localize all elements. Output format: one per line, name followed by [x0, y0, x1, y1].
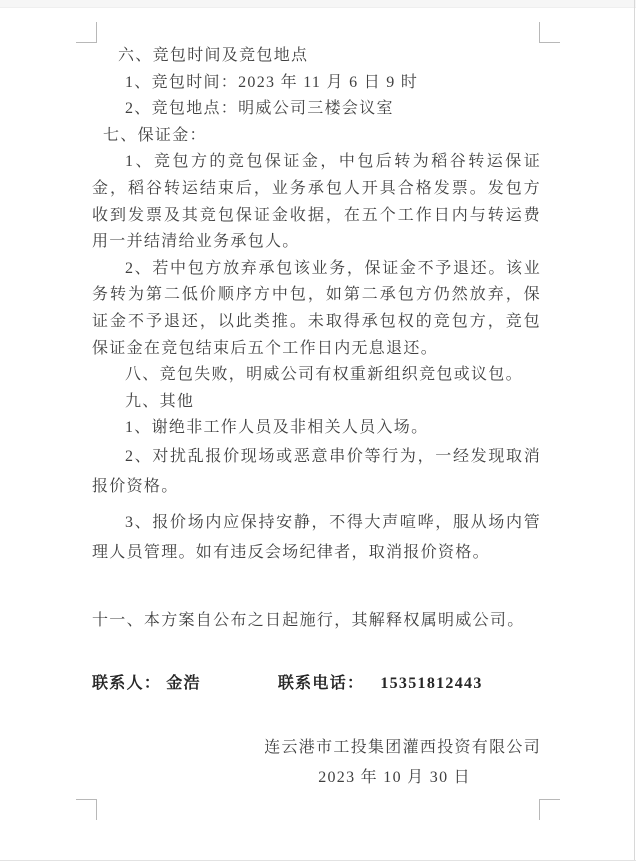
- contact-line: [92, 671, 541, 698]
- page-top-edge: [0, 0, 636, 8]
- heading-section-7: 七、保证金：: [103, 126, 207, 144]
- contact-person-label: 联系人：: [92, 674, 162, 692]
- page-right-edge: [634, 0, 635, 861]
- heading-section-6: 六、竞包时间及竞包地点: [118, 47, 309, 64]
- item-bid-location: 2、竞包地点：明威公司三楼会议室: [125, 100, 394, 118]
- line-section-11: 十一、本方案自公布之日起施行，其解释权属明威公司。: [92, 611, 525, 629]
- contact-phone-label: 联系电话：: [277, 674, 365, 692]
- heading-section-9: 九、其他: [125, 392, 195, 410]
- para-other-2: 2、对扰乱报价现场或恶意串价等行为，一经发现取消报价资格。: [92, 447, 541, 495]
- item-other-1: 1、谢绝非工作人员及非相关人员入场。: [125, 419, 429, 437]
- document-body: [92, 43, 541, 791]
- item-bid-time: 1、竞包时间：2023 年 11 月 6 日 9 时: [125, 73, 419, 91]
- crop-mark-top-left: [76, 22, 97, 43]
- contact-person-name: 金浩: [166, 674, 201, 692]
- crop-mark-bottom-right: [539, 799, 560, 820]
- para-other-3: 3、报价场内应保持安静，不得大声喧哗，服从场内管理人员管理。如有违反会场纪律者，取消报价资格。: [92, 513, 541, 561]
- para-deposit-1: 1、竞包方的竞包保证金，中包后转为稻谷转运保证金，稻谷转运结束后，业务承包人开具合格发票。发包方收到发票及其竞包保证金收据，在五个工作日内与转运费用一并结清给业务承包人。: [92, 153, 541, 251]
- para-deposit-2: 2、若中包方放弃承包该业务，保证金不予退还。该业务转为第二低价顺序方中包，如第二承包方仍然放弃，保证金不予退还，以此类推。未取得承包权的竞包方，竞包保证金在竞包结束后五个工作日内无息退还。: [92, 259, 541, 357]
- contact-phone-number: 15351812443: [380, 674, 483, 692]
- signature-date: 2023 年 10 月 30 日: [318, 768, 471, 786]
- crop-mark-top-right: [539, 22, 560, 43]
- line-section-8: 八、竞包失败，明威公司有权重新组织竞包或议包。: [125, 366, 523, 384]
- crop-mark-bottom-left: [76, 799, 97, 820]
- signature-company: 连云港市工投集团灌西投资有限公司: [264, 739, 541, 757]
